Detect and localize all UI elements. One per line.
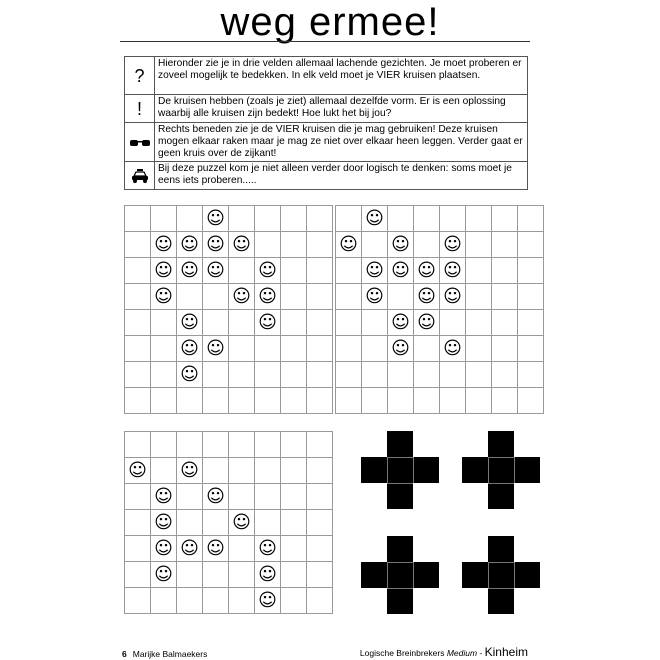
cross-horizontal-bar: [361, 562, 439, 588]
instruction-text: De kruisen hebben (zoals je ziet) allemaal dezelfde vorm. Er is een oplossing waarbij alle kruisen zijn bedekt! Hoe lukt het bij jou?: [155, 95, 528, 123]
cross-cell-line: [387, 588, 413, 589]
sunglasses-icon-svg: [129, 138, 151, 148]
grid-cell: [125, 258, 151, 284]
grid-cell: [125, 510, 151, 536]
grid-cell: [281, 284, 307, 310]
smiley-icon: ☺: [151, 232, 177, 258]
grid-cell: [518, 362, 544, 388]
grid-row: [336, 232, 544, 258]
grid-cell: [414, 362, 440, 388]
grid-cell: [229, 310, 255, 336]
grid-cell: [466, 336, 492, 362]
grid-cell: [229, 458, 255, 484]
grid-cell: [281, 510, 307, 536]
grid-cell: [229, 562, 255, 588]
grid-cell: [492, 284, 518, 310]
cross-cell-line: [387, 562, 413, 563]
smiley-icon: ☺: [336, 232, 362, 258]
smiley-icon: ☺: [255, 284, 281, 310]
grid-cell: [125, 284, 151, 310]
grid-row: [125, 388, 333, 414]
smiley-icon: ☺: [203, 484, 229, 510]
car-icon: [125, 162, 155, 190]
grid-cell: [125, 536, 151, 562]
grid-cell: [492, 362, 518, 388]
grid-cell: [151, 206, 177, 232]
footer-right: [360, 646, 528, 659]
grid-cell: [255, 432, 281, 458]
grid-cell: [125, 432, 151, 458]
grid-cell: [307, 362, 333, 388]
grid-cell: [255, 362, 281, 388]
smiley-icon: ☺: [177, 258, 203, 284]
smiley-icon: ☺: [362, 206, 388, 232]
smiley-icon: ☺: [255, 310, 281, 336]
grid-cell: [307, 562, 333, 588]
grid-row: [125, 258, 333, 284]
grid-row: [125, 310, 333, 336]
instruction-row: [125, 95, 528, 123]
grid-cell: [307, 310, 333, 336]
grid-cell: [151, 432, 177, 458]
smiley-icon: ☺: [388, 310, 414, 336]
instruction-text: Bij deze puzzel kom je niet alleen verder door logisch te denken: soms moet je eens iets proberen.....: [155, 162, 528, 190]
smiley-icon: ☺: [177, 362, 203, 388]
grid-cell: [229, 336, 255, 362]
grid-cell: [388, 284, 414, 310]
series-title: Logische Breinbrekers: [359, 648, 445, 658]
grid-cell: [307, 336, 333, 362]
grid-cell: [414, 388, 440, 414]
grid-cell: [229, 206, 255, 232]
grid-cell: [125, 336, 151, 362]
smiley-icon: ☺: [151, 258, 177, 284]
grid-cell: [336, 388, 362, 414]
grid-cell: [362, 232, 388, 258]
series-level: Medium: [446, 648, 478, 658]
grid-cell: [151, 458, 177, 484]
grid-cell: [255, 206, 281, 232]
grid-cell: [388, 362, 414, 388]
grid-cell: [281, 310, 307, 336]
smiley-icon: ☺: [203, 536, 229, 562]
grid-cell: [362, 388, 388, 414]
cross-piece: [361, 431, 439, 509]
instruction-row: [125, 57, 528, 95]
grid-cell: [125, 232, 151, 258]
footer-left: [122, 648, 207, 660]
smiley-icon: ☺: [203, 336, 229, 362]
grid-cell: [203, 284, 229, 310]
grid-row: [336, 336, 544, 362]
grid-cell: [151, 388, 177, 414]
smiley-icon: ☺: [255, 536, 281, 562]
grid-row: [336, 258, 544, 284]
grid-cell: [307, 388, 333, 414]
smiley-icon: ☺: [151, 510, 177, 536]
grid-cell: [307, 232, 333, 258]
grid-cell: [307, 432, 333, 458]
grid-cell: [492, 336, 518, 362]
grid-cell: [255, 232, 281, 258]
grid-cell: [362, 362, 388, 388]
cross-cell-line: [514, 457, 515, 483]
grid-cell: [203, 432, 229, 458]
grid-cell: [281, 432, 307, 458]
smiley-icon: ☺: [388, 232, 414, 258]
cross-horizontal-bar: [361, 457, 439, 483]
smiley-icon: ☺: [229, 510, 255, 536]
cross-cell-line: [488, 483, 514, 484]
cross-piece: [462, 431, 540, 509]
smiley-icon: ☺: [255, 588, 281, 614]
grid-cell: [229, 432, 255, 458]
grid-cell: [151, 362, 177, 388]
smiley-icon: ☺: [151, 484, 177, 510]
grid-cell: [281, 362, 307, 388]
grid-cell: [203, 562, 229, 588]
grid-cell: [151, 588, 177, 614]
grid-cell: [203, 588, 229, 614]
grid-3: [124, 431, 333, 614]
grid-cell: [440, 206, 466, 232]
grid-cell: [177, 432, 203, 458]
grid-cell: [177, 588, 203, 614]
page-title: weg ermee!: [220, 0, 440, 44]
grid-cell: [362, 336, 388, 362]
grid-row: [336, 362, 544, 388]
grid-cell: [281, 536, 307, 562]
cross-cell-line: [387, 457, 388, 483]
grid-row: [125, 284, 333, 310]
grid-cell: [362, 310, 388, 336]
smiley-icon: ☺: [414, 310, 440, 336]
grid-cell: [388, 388, 414, 414]
grid-cell: [466, 362, 492, 388]
grid-cell: [203, 362, 229, 388]
publisher-name: Kinheim: [484, 645, 528, 659]
smiley-icon: ☺: [177, 336, 203, 362]
grid-cell: [492, 310, 518, 336]
footer-separator: -: [477, 648, 485, 658]
cross-horizontal-bar: [462, 562, 540, 588]
cross-horizontal-bar: [462, 457, 540, 483]
grid-cell: [281, 458, 307, 484]
grid-cell: [307, 258, 333, 284]
cross-piece: [462, 536, 540, 614]
grid-cell: [492, 232, 518, 258]
instruction-row: [125, 123, 528, 162]
grid-cell: [125, 310, 151, 336]
grid-cell: [414, 336, 440, 362]
grid-row: [336, 284, 544, 310]
grid-row: [125, 206, 333, 232]
grid-row: [125, 536, 333, 562]
smiley-icon: ☺: [255, 562, 281, 588]
smiley-icon: ☺: [414, 258, 440, 284]
grid-cell: [177, 206, 203, 232]
grid-cell: [518, 232, 544, 258]
grid-cell: [414, 232, 440, 258]
grid-row: [336, 388, 544, 414]
grid-cell: [125, 588, 151, 614]
grid-cell: [466, 206, 492, 232]
grid-cell: [255, 484, 281, 510]
smiley-icon: ☺: [177, 458, 203, 484]
cross-cell-line: [514, 562, 515, 588]
grid-row: [125, 362, 333, 388]
cross-cell-line: [488, 562, 514, 563]
grid-cell: [125, 362, 151, 388]
smiley-icon: ☺: [151, 284, 177, 310]
grid-cell: [440, 388, 466, 414]
grid-cell: [281, 484, 307, 510]
smiley-icon: ☺: [362, 258, 388, 284]
grid-cell: [203, 310, 229, 336]
smiley-icon: ☺: [440, 258, 466, 284]
grid-cell: [307, 510, 333, 536]
grid-cell: [125, 388, 151, 414]
grid-cell: [281, 562, 307, 588]
question-mark-icon: ?: [125, 57, 155, 95]
grid-cell: [336, 284, 362, 310]
grid-row: [125, 232, 333, 258]
grid-cell: [229, 536, 255, 562]
grid-cell: [177, 484, 203, 510]
grid-cell: [466, 284, 492, 310]
smiley-icon: ☺: [440, 232, 466, 258]
smiley-icon: ☺: [440, 336, 466, 362]
grid-row: [125, 432, 333, 458]
cross-cell-line: [488, 562, 489, 588]
grid-cell: [466, 388, 492, 414]
grid-cell: [281, 206, 307, 232]
sunglasses-icon: [125, 123, 155, 162]
grid-cell: [440, 310, 466, 336]
smiley-icon: ☺: [177, 310, 203, 336]
grid-cell: [336, 206, 362, 232]
smiley-icon: ☺: [388, 336, 414, 362]
page-number: 6: [122, 649, 127, 659]
grid-row: [125, 588, 333, 614]
grid-row: [336, 206, 544, 232]
grid-cell: [151, 310, 177, 336]
grid-cell: [466, 310, 492, 336]
grid-cell: [492, 388, 518, 414]
grid-cell: [518, 284, 544, 310]
smiley-icon: ☺: [229, 284, 255, 310]
smiley-icon: ☺: [414, 284, 440, 310]
exclamation-mark-icon: !: [125, 95, 155, 123]
grid-cell: [151, 336, 177, 362]
grid-cell: [229, 388, 255, 414]
grid-cell: [388, 206, 414, 232]
instruction-text: Hieronder zie je in drie velden allemaal lachende gezichten. Je moet proberen er zoveel mogelijk te bedekken. In elk veld moet je VIER kruisen plaatsen.: [155, 57, 528, 95]
smiley-icon: ☺: [177, 536, 203, 562]
grid-cell: [177, 510, 203, 536]
grid-row: [125, 458, 333, 484]
grid-cell: [255, 458, 281, 484]
smiley-icon: ☺: [255, 258, 281, 284]
grid-cell: [307, 484, 333, 510]
cross-cell-line: [387, 457, 413, 458]
grid-cell: [281, 388, 307, 414]
grid-2: [335, 205, 544, 414]
grid-cell: [125, 206, 151, 232]
grid-cell: [255, 510, 281, 536]
title-underline: [120, 41, 530, 42]
grid-cell: [307, 458, 333, 484]
cross-cell-line: [488, 457, 489, 483]
cross-cell-line: [488, 457, 514, 458]
grid-cell: [336, 336, 362, 362]
grid-cell: [518, 258, 544, 284]
car-icon-svg: [130, 168, 150, 184]
grid-cell: [336, 258, 362, 284]
grid-cell: [229, 258, 255, 284]
smiley-icon: ☺: [177, 232, 203, 258]
grid-row: [125, 484, 333, 510]
instruction-text: Rechts beneden zie je de VIER kruisen die je mag gebruiken! Deze kruisen mogen elkaar raken maar je mag ze niet over elkaar heen leggen. Verder gaat er geen kruis over de zijkant!: [155, 123, 528, 162]
smiley-icon: ☺: [125, 458, 151, 484]
grid-cell: [336, 362, 362, 388]
smiley-icon: ☺: [362, 284, 388, 310]
grid-cell: [466, 258, 492, 284]
smiley-icon: ☺: [229, 232, 255, 258]
grid-cell: [518, 388, 544, 414]
smiley-icon: ☺: [151, 536, 177, 562]
grid-cell: [125, 484, 151, 510]
grid-cell: [440, 362, 466, 388]
grid-cell: [336, 310, 362, 336]
grid-cell: [281, 588, 307, 614]
grid-row: [125, 510, 333, 536]
grid-row: [336, 310, 544, 336]
grid-row: [125, 562, 333, 588]
cross-cell-line: [387, 562, 388, 588]
smiley-icon: ☺: [440, 284, 466, 310]
grid-cell: [307, 284, 333, 310]
grid-cell: [255, 388, 281, 414]
grid-cell: [518, 206, 544, 232]
cross-cell-line: [488, 588, 514, 589]
smiley-icon: ☺: [151, 562, 177, 588]
grid-cell: [518, 336, 544, 362]
instructions-table: [124, 56, 528, 190]
smiley-icon: ☺: [203, 232, 229, 258]
author-name: Marijke Balmaekers: [132, 649, 208, 659]
grid-cell: [466, 232, 492, 258]
grid-cell: [203, 510, 229, 536]
grid-cell: [307, 536, 333, 562]
cross-cell-line: [387, 483, 413, 484]
grid-cell: [281, 232, 307, 258]
grid-cell: [177, 388, 203, 414]
smiley-icon: ☺: [203, 258, 229, 284]
grid-row: [125, 336, 333, 362]
grid-cell: [177, 284, 203, 310]
grid-cell: [255, 336, 281, 362]
smiley-icon: ☺: [388, 258, 414, 284]
grid-cell: [281, 336, 307, 362]
grid-cell: [492, 258, 518, 284]
cross-cell-line: [413, 562, 414, 588]
grid-cell: [281, 258, 307, 284]
grid-cell: [229, 362, 255, 388]
smiley-icon: ☺: [203, 206, 229, 232]
grid-cell: [125, 562, 151, 588]
grid-cell: [203, 388, 229, 414]
grid-cell: [203, 458, 229, 484]
grid-cell: [177, 562, 203, 588]
cross-piece: [361, 536, 439, 614]
grid-cell: [229, 484, 255, 510]
grid-1: [124, 205, 333, 414]
instruction-row: [125, 162, 528, 190]
grid-cell: [307, 588, 333, 614]
grid-cell: [518, 310, 544, 336]
grid-cell: [414, 206, 440, 232]
grid-cell: [492, 206, 518, 232]
grid-cell: [307, 206, 333, 232]
grid-cell: [229, 588, 255, 614]
cross-cell-line: [413, 457, 414, 483]
